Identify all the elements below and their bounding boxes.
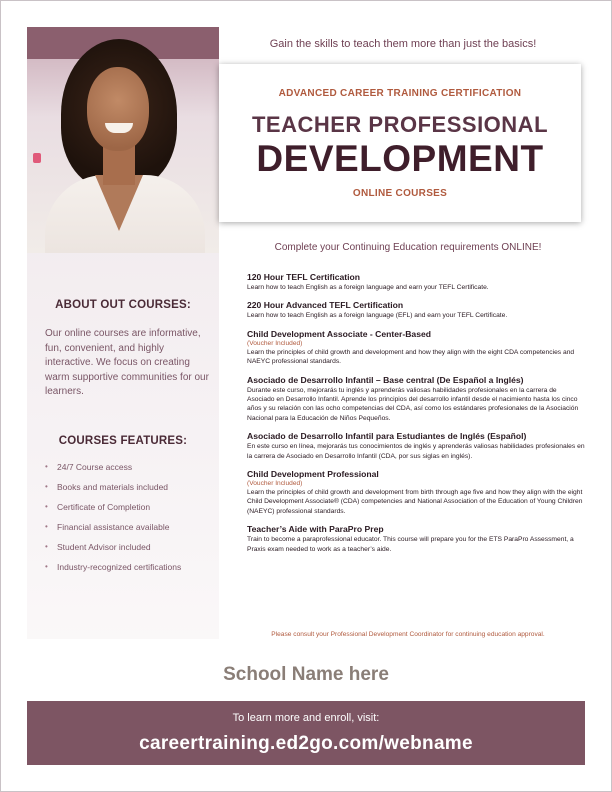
photo-face	[87, 67, 149, 151]
course-description: Learn how to teach English as a foreign language and earn your TEFL Certificate.	[247, 284, 489, 291]
course-list	[247, 272, 585, 562]
tagline: Gain the skills to teach them more than just the basics!	[269, 38, 537, 50]
footer-banner	[27, 701, 585, 765]
course-item	[247, 431, 585, 461]
course-description: Durante este curso, mejorarás tu inglés y aprenderás valiosas habilidades profesionales en la carrera de Asociado en Desarrollo Infantil. Aprende los principios del desarrollo infantil desde el nacimiento hasta los cinco años y su relación con las ocho competencias del CDA, así como los estándares profesionales de la Asociación Nacional para la Educación de Niños Pequeños.	[247, 386, 579, 422]
title-line-3: ONLINE COURSES	[352, 188, 448, 199]
course-item	[247, 375, 585, 424]
feature-item: • Student Advisor included	[45, 542, 215, 552]
photo-background-sign	[33, 153, 41, 163]
features-list	[45, 462, 215, 582]
course-name: Child Development Associate - Center-Based	[247, 328, 432, 339]
features-title: COURSES FEATURES:	[58, 435, 188, 447]
title-subtitle: ADVANCED CAREER TRAINING CERTIFICATION	[278, 88, 522, 99]
feature-item: • Financial assistance available	[45, 522, 215, 532]
course-name: Teacher’s Aide with ParaPro Prep	[247, 524, 384, 535]
intro-text: Complete your Continuing Education requirements ONLINE!	[274, 242, 542, 253]
course-description: En este curso en línea, mejorarás tus conocimientos de inglés y aprenderás valiosas habilidades profesionales en la carrera de Asociado en Desarrollo Infantil (CDA, por sus siglas en inglés).	[247, 443, 585, 460]
about-title: ABOUT OUT COURSES:	[55, 299, 191, 311]
course-name: 120 Hour TEFL Certification	[247, 272, 361, 282]
course-voucher-note: (Voucher Included)	[247, 339, 303, 347]
course-name: Asociado de Desarrollo Infantil para Estudiantes de Inglés (Español)	[247, 431, 527, 442]
course-name: Asociado de Desarrollo Infantil – Base central (De Español a Inglés)	[247, 374, 524, 385]
about-text: Our online courses are informative, fun, convenient, and highly interactive. We focus on creating warm supportive communities for our learners.	[45, 328, 209, 397]
course-description: Train to become a paraprofessional educator. This course will prepare you for the ETS ParaPro Assessment, a Praxis exam needed to work as a teacher’s aide.	[247, 536, 574, 553]
feature-item: • Certificate of Completion	[45, 502, 215, 512]
course-voucher-note: (Voucher Included)	[247, 480, 303, 488]
title-card	[219, 64, 581, 222]
course-description: Learn how to teach English as a foreign language (EFL) and earn your TEFL Certificate.	[247, 312, 508, 320]
photo-neck	[103, 145, 135, 185]
course-description: Learn the principles of child growth and development from birth through age five and how they align with the eight Child Development Associate® (CDA) competencies and National Association of the Education of Young Children (NAEYC) professional standards.	[247, 489, 583, 515]
title-line-2: DEVELOPMENT	[256, 138, 544, 179]
course-item	[247, 300, 585, 320]
feature-item: • 24/7 Course access	[45, 462, 215, 472]
teacher-photo	[27, 27, 219, 253]
consult-note: Please consult your Professional Development Coordinator for continuing education approval.	[271, 631, 545, 638]
feature-item: • Books and materials included	[45, 482, 215, 492]
left-column	[27, 27, 219, 639]
course-name: 220 Hour Advanced TEFL Certification	[247, 300, 404, 311]
school-name: School Name here	[223, 664, 389, 685]
course-item	[247, 469, 585, 516]
course-name: Child Development Professional	[247, 469, 379, 480]
course-item	[247, 329, 585, 367]
course-item	[247, 272, 585, 292]
footer-url-link[interactable]: careertraining.ed2go.com/webname	[139, 733, 473, 754]
title-line-1: TEACHER PROFESSIONAL	[251, 112, 549, 137]
course-item	[247, 524, 585, 554]
footer-learn-text: To learn more and enroll, visit:	[232, 712, 380, 724]
course-description: Learn the principles of child growth and development and how they align with the eight CDA competencies and NAEYC professional standards.	[247, 348, 575, 366]
info-panel	[27, 253, 219, 639]
feature-item: • Industry-recognized certifications	[45, 562, 215, 572]
